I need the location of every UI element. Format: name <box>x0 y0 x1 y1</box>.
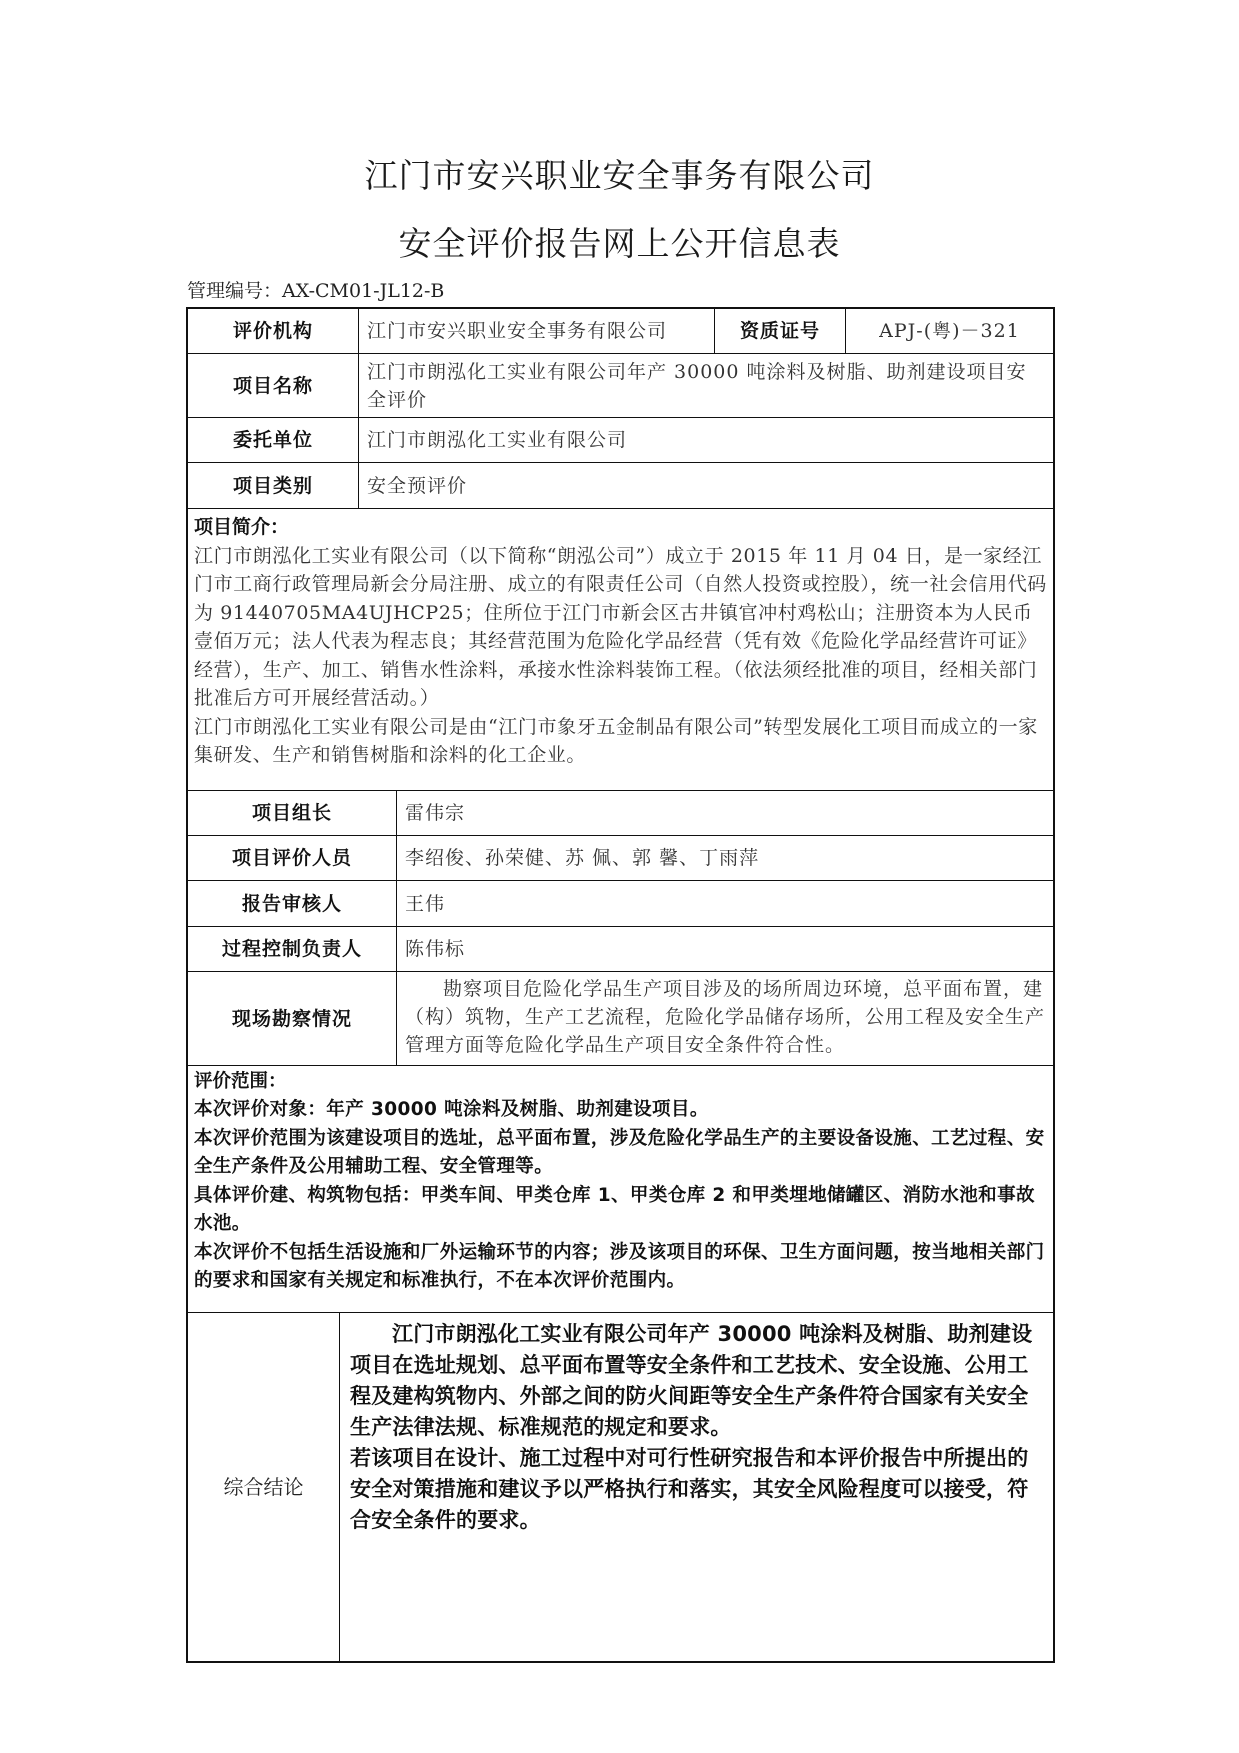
evaluators-value: 李绍俊、孙荣健、苏 佩、郭 馨、丁雨萍 <box>396 836 1053 880</box>
leader-label: 项目组长 <box>251 802 332 824</box>
intro-paragraph: 江门市朗泓化工实业有限公司是由“江门市象牙五金制品有限公司”转型发展化工项目而成立的一家集研发、生产和销售树脂和涂料的化工企业。 <box>194 715 1038 766</box>
row-category <box>188 463 1053 509</box>
client-label: 委托单位 <box>232 429 313 451</box>
scope-heading: 评价范围： <box>194 1071 287 1092</box>
agency-label: 评价机构 <box>232 320 313 342</box>
conclusion-paragraph: 若该项目在设计、施工过程中对可行性研究报告和本评价报告中所提出的安全对策措施和建议予以严格执行和落实，其安全风险程度可以接受，符合安全条件的要求。 <box>350 1446 1029 1532</box>
info-table <box>186 307 1055 1663</box>
project-name-value: 江门市朗泓化工实业有限公司年产 30000 吨涂料及树脂、助剂建设项目安全评价 <box>358 354 1053 417</box>
process-controller-label: 过程控制负责人 <box>221 938 362 960</box>
scope-line: 具体评价建、构筑物包括：甲类车间、甲类仓库 1、甲类仓库 2 和甲类埋地储罐区、消防水池和事故水池。 <box>194 1184 1035 1234</box>
row-scope <box>188 1066 1053 1313</box>
intro-paragraph: 江门市朗泓化工实业有限公司（以下简称“朗泓公司”）成立于 2015 年 11 月 04 日，是一家经江门市工商行政管理局新会分局注册、成立的有限责任公司（自然人投资或控股），统一社会信用代码为 91440705MA4UJHCP25；住所位于江门市新会区古井镇官冲村鸡松山；注册资本为人民币壹佰万元；法人代表为程志良；其经营范围为危险化学品经营（凭有效《危险化学品经营许可证》经营），生产、加工、销售水性涂料，承接水性涂料装饰工程。（依法须经批准的项目，经相关部门批准后方可开展经营活动。） <box>194 544 1047 709</box>
row-conclusion <box>188 1313 1053 1661</box>
project-name-label: 项目名称 <box>232 374 313 397</box>
row-evaluators <box>188 836 1053 881</box>
company-title: 江门市安兴职业安全事务有限公司 <box>364 156 875 195</box>
qualification-label: 资质证号 <box>714 309 845 353</box>
site-survey-label: 现场勘察情况 <box>231 1007 352 1030</box>
row-project-name <box>188 354 1053 418</box>
conclusion-label: 综合结论 <box>223 1475 304 1499</box>
row-site-survey <box>188 972 1053 1066</box>
scope-block <box>188 1066 1053 1312</box>
category-value: 安全预评价 <box>358 463 1053 508</box>
leader-value: 雷伟宗 <box>396 791 1053 835</box>
scope-line: 本次评价对象：年产 30000 吨涂料及树脂、助剂建设项目。 <box>194 1099 709 1120</box>
site-survey-value: 勘察项目危险化学品生产项目涉及的场所周边环境，总平面布置，建（构）筑物，生产工艺流程，危险化学品储存场所，公用工程及安全生产管理方面等危险化学品生产项目安全条件符合性。 <box>396 972 1053 1065</box>
process-controller-value: 陈伟标 <box>396 927 1053 971</box>
conclusion-paragraph: 江门市朗泓化工实业有限公司年产 30000 吨涂料及树脂、助剂建设项目在选址规划、总平面布置等安全条件和工艺技术、安全设施、公用工程及建构筑物内、外部之间的防火间距等安全生产条件符合国家有关安全生产法律法规、标准规范的规定和要求。 <box>350 1322 1033 1439</box>
agency-value: 江门市安兴职业安全事务有限公司 <box>358 309 714 353</box>
row-agency <box>188 309 1053 354</box>
client-value: 江门市朗泓化工实业有限公司 <box>358 418 1053 462</box>
intro-heading: 项目简介： <box>194 516 290 538</box>
management-number <box>187 276 444 303</box>
management-number-label: 管理编号： <box>187 280 283 302</box>
row-leader <box>188 791 1053 836</box>
evaluators-label: 项目评价人员 <box>231 847 352 869</box>
intro-block <box>188 509 1053 790</box>
row-process-controller <box>188 927 1053 972</box>
reviewer-label: 报告审核人 <box>241 892 342 915</box>
category-label: 项目类别 <box>232 474 313 497</box>
qualification-value: APJ-(粤)－321 <box>845 309 1053 353</box>
management-number-value: AX-CM01-JL12-B <box>282 280 445 302</box>
form-title: 安全评价报告网上公开信息表 <box>398 224 841 263</box>
scope-line: 本次评价范围为该建设项目的选址，总平面布置，涉及危险化学品生产的主要设备设施、工艺过程、安全生产条件及公用辅助工程、安全管理等。 <box>194 1127 1045 1177</box>
reviewer-value: 王伟 <box>396 881 1053 926</box>
row-intro <box>188 509 1053 791</box>
scope-line: 本次评价不包括生活设施和厂外运输环节的内容；涉及该项目的环保、卫生方面问题，按当地相关部门的要求和国家有关规定和标准执行，不在本次评价范围内。 <box>194 1241 1045 1291</box>
row-client <box>188 418 1053 463</box>
row-reviewer <box>188 881 1053 927</box>
conclusion-block <box>339 1313 1053 1661</box>
